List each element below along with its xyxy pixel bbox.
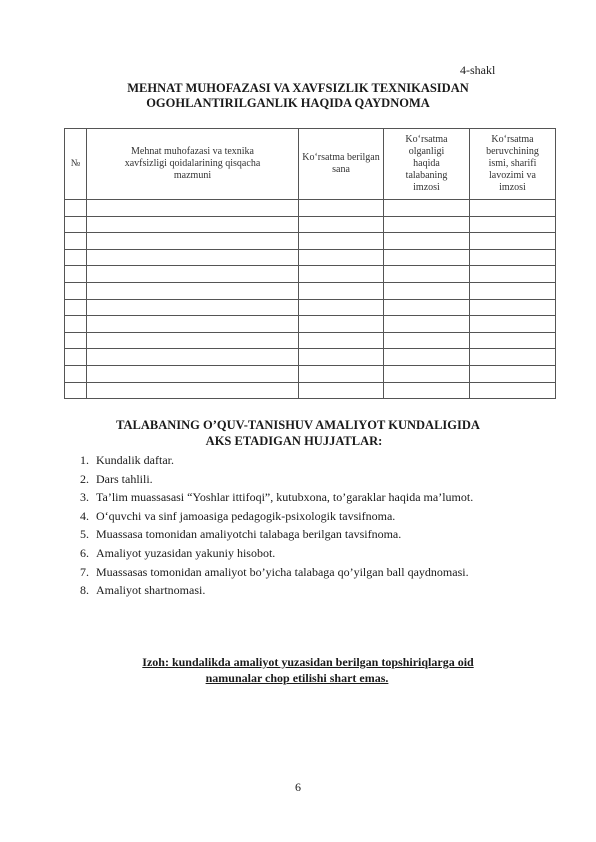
table-cell (299, 216, 384, 233)
table-cell (299, 332, 384, 349)
table-cell (384, 282, 470, 299)
table-cell (384, 216, 470, 233)
page-number: 6 (295, 780, 301, 794)
table-cell (384, 365, 470, 382)
table-cell (470, 349, 556, 366)
table-cell (87, 316, 299, 333)
table-cell (299, 316, 384, 333)
form-number: 4-shakl (460, 63, 496, 77)
table-cell (299, 233, 384, 250)
header-number: № (65, 129, 87, 200)
table-row (65, 382, 556, 399)
list-item-text: O‘quvchi va sinf jamoasiga pedagogik-psixologik tavsifnoma. (96, 508, 396, 523)
table-cell (65, 299, 87, 316)
table-row (65, 216, 556, 233)
table-cell (384, 382, 470, 399)
table-cell (65, 266, 87, 283)
list-item-text: Dars tahlili. (96, 471, 153, 486)
list-item: 6. Amaliyot yuzasidan yakuniy hisobot. (80, 545, 276, 560)
table-cell (299, 249, 384, 266)
table-cell (470, 266, 556, 283)
table-cell (470, 233, 556, 250)
table-row (65, 365, 556, 382)
table-cell (87, 249, 299, 266)
page-title (0, 81, 596, 111)
table-cell (87, 382, 299, 399)
table-cell (87, 349, 299, 366)
table-cell (65, 282, 87, 299)
documents-title-line-2: AKS ETADIGAN HUJJATLAR: (205, 434, 383, 448)
table-cell (299, 382, 384, 399)
table-cell (87, 282, 299, 299)
table-cell (299, 365, 384, 382)
table-cell (87, 200, 299, 217)
table-row (65, 233, 556, 250)
table-cell (87, 332, 299, 349)
title-line-2: OGOHLANTIRILGANLIK HAQIDA QAYDNOMA (146, 96, 430, 110)
table-cell (299, 282, 384, 299)
table-cell (87, 233, 299, 250)
list-item-text: Kundalik daftar. (96, 453, 174, 467)
table-cell (299, 349, 384, 366)
table-cell (65, 233, 87, 250)
table-cell (65, 365, 87, 382)
table-row (65, 332, 556, 349)
table-cell (384, 349, 470, 366)
table-cell (470, 365, 556, 382)
table-cell (299, 200, 384, 217)
table-cell (470, 282, 556, 299)
list-item-text: Ta’lim muassasasi “Yoshlar ittifoqi”, kutubxona, to’garaklar haqida ma’lumot. (96, 490, 474, 505)
table-cell (65, 216, 87, 233)
list-item: 4. O‘quvchi va sinf jamoasiga pedagogik-psixologik tavsifnoma. (80, 508, 396, 523)
table-cell (65, 316, 87, 333)
table-cell (299, 299, 384, 316)
table-row (65, 349, 556, 366)
documents-title (0, 417, 596, 449)
table-cell (384, 316, 470, 333)
table-cell (470, 216, 556, 233)
table-cell (384, 332, 470, 349)
table-row (65, 316, 556, 333)
table-cell (299, 266, 384, 283)
table-cell (87, 266, 299, 283)
table-cell (470, 316, 556, 333)
table-cell (384, 200, 470, 217)
list-item: 2. Dars tahlili. (80, 471, 153, 486)
table-body (65, 200, 556, 399)
table-cell (65, 249, 87, 266)
table-cell (87, 299, 299, 316)
list-item: 1. Kundalik daftar. (80, 453, 174, 467)
table-row (65, 266, 556, 283)
table-cell (87, 365, 299, 382)
table-cell (65, 332, 87, 349)
table-row (65, 249, 556, 266)
table-cell (470, 200, 556, 217)
table-cell (470, 249, 556, 266)
table-cell (470, 382, 556, 399)
list-item-text: Amaliyot shartnomasi. (96, 583, 206, 598)
table-cell (87, 216, 299, 233)
list-item: 3. Ta’lim muassasasi “Yoshlar ittifoqi”, kutubxona, to’garaklar haqida ma’lumot. (80, 488, 520, 507)
title-line-1: MEHNAT MUHOFAZASI VA XAVFSIZLIK TEXNIKASIDAN (127, 81, 469, 95)
table-cell (384, 249, 470, 266)
safety-briefing-table (64, 128, 556, 399)
table-row (65, 200, 556, 217)
table-cell (65, 382, 87, 399)
list-item: 7. Muassasas tomonidan amaliyot bo’yicha talabaga qo’yilgan ball qaydnomasi. (80, 563, 520, 582)
list-item: 8. Amaliyot shartnomasi. (80, 583, 206, 598)
note-line-2: namunalar chop etilishi shart emas. (205, 671, 389, 685)
list-item: 5. Muassasa tomonidan amaliyotchi talabaga berilgan tavsifnoma. (80, 527, 402, 542)
note-line-1: Izoh: kundalikda amaliyot yuzasidan berilgan topshiriqlarga oid (142, 655, 474, 669)
table-row (65, 282, 556, 299)
header-student-signature: Ko‘rsatma olganligi haqida talabaning imzosi (384, 129, 470, 200)
header-date: Ko‘rsatma berilgan sana (299, 129, 384, 200)
list-item-text: Muassasa tomonidan amaliyotchi talabaga berilgan tavsifnoma. (96, 527, 402, 542)
table-cell (384, 266, 470, 283)
table-cell (65, 200, 87, 217)
table-cell (384, 233, 470, 250)
note (0, 654, 596, 686)
list-item-text: Muassasas tomonidan amaliyot bo’yicha talabaga qo’yilgan ball qaydnomasi. (96, 564, 469, 579)
table-cell (384, 299, 470, 316)
table-cell (470, 332, 556, 349)
header-instructor-signature: Ko‘rsatma beruvchining ismi, sharifi lavozimi va imzosi (470, 129, 556, 200)
documents-list (80, 451, 520, 600)
documents-title-line-1: TALABANING O’QUV-TANISHUV AMALIYOT KUNDALIGIDA (116, 418, 480, 432)
table-header-row (65, 129, 556, 200)
list-item-text: Amaliyot yuzasidan yakuniy hisobot. (96, 545, 276, 560)
table-row (65, 299, 556, 316)
table-cell (470, 299, 556, 316)
table-cell (65, 349, 87, 366)
header-content: Mehnat muhofazasi va texnika xavfsizligi qoidalarining qisqacha mazmuni (87, 129, 299, 200)
